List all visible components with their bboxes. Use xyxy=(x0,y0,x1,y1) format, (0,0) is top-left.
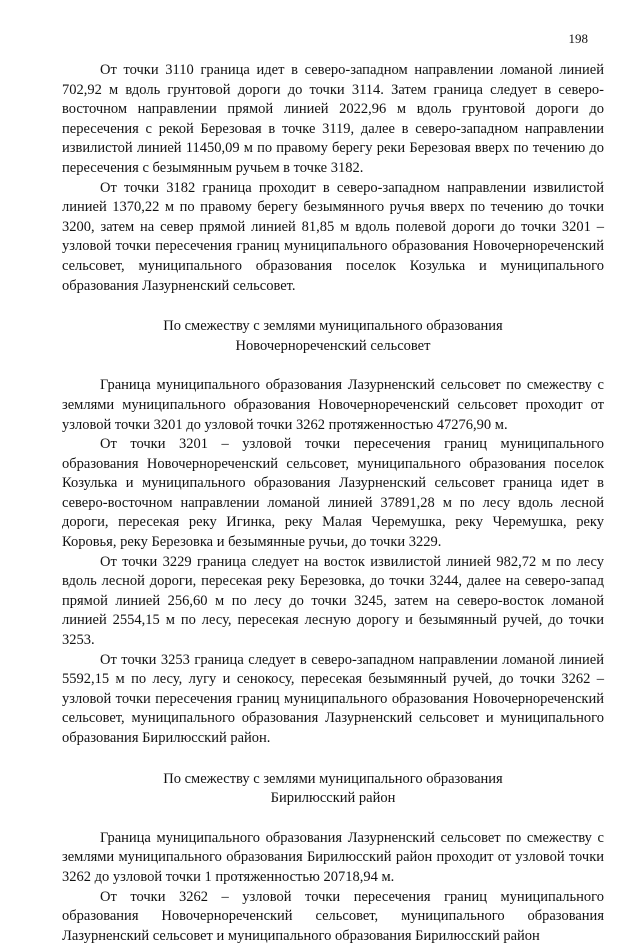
page-number: 198 xyxy=(568,31,588,46)
heading-line: Бирилюсский район xyxy=(270,790,396,807)
paragraph-boundary-summary: Граница муниципального образования Лазурненский сельсовет по смежеству с землями муниципального образования Новочернореченский сельсовет проходит от узловой точки 3201 до узловой точки 3262 протяженностью 47276,90 м. xyxy=(62,377,604,433)
document-body xyxy=(62,61,604,946)
paragraph-boundary-summary: Граница муниципального образования Лазурненский сельсовет по смежеству с землями муниципального образования Бирилюсский район проходит от узловой точки 3262 до узловой точки 1 протяженностью 20718,94 м. xyxy=(62,829,604,885)
heading-line: По смежеству с землями муниципального образования xyxy=(163,318,503,335)
paragraph-boundary-3201: От точки 3201 – узловой точки пересечения границ муниципального образования Новочернореченский сельсовет, муниципального образования поселок Козулька и муниципального образования Лазурненский сельсовет граница идет в северо-восточном направлении ломаной линией 37891,28 м по лесу вдоль лесной дороги, пересекая реку Игинка, реку Малая Черемушка, реку Черемушка, реку Коровья, реку Березовка и безымянные ручьи, до точки 3229. xyxy=(62,436,604,551)
section-heading-biriluss xyxy=(62,770,604,809)
paragraph-boundary-3229: От точки 3229 граница следует на восток извилистой линией 982,72 м по лесу вдоль лесной дороги, пересекая реку Березовка, до точки 3244, далее на северо-запад прямой линией 256,60 м по лесу до точки 3245, затем на северо-восток ломаной линией 2554,15 м по лесу, пересекая лесную дорогу и безымянный ручей, до точки 3253. xyxy=(62,553,604,649)
heading-line: Новочернореченский сельсовет xyxy=(235,337,431,354)
paragraph-boundary-3253: От точки 3253 граница следует в северо-западном направлении ломаной линией 5592,15 м по лесу, лугу и сенокосу, пересекая безымянный ручей, до точки 3262 – узловой точки пересечения границ муниципального образования Новочернореченский сельсовет, муниципального образования Лазурненский сельсовет и муниципального образования Бирилюсский район. xyxy=(62,651,604,746)
heading-line: По смежеству с землями муниципального образования xyxy=(163,770,503,787)
section-heading-novochernorechensky xyxy=(62,317,604,356)
paragraph-boundary-3110: От точки 3110 граница идет в северо-западном направлении ломаной линией 702,92 м вдоль грунтовой дороги до точки 3114. Затем граница следует в северо-восточном направлении прямой линией 2022,96 м вдоль грунтовой дороги до пересечения с рекой Березовая в точке 3119, далее в северо-западном направлении извилистой линией 11450,09 м по правому берегу реки Березовая вверх по течению до пересечения с безымянным ручьем в точке 3182. xyxy=(62,62,604,176)
paragraph-boundary-3262: От точки 3262 – узловой точки пересечения границ муниципального образования Новочернореченский сельсовет, муниципального образования Лазурненский сельсовет и муниципального образования Бирилюсский район xyxy=(62,888,604,944)
paragraph-boundary-3182: От точки 3182 граница проходит в северо-западном направлении извилистой линией 1370,22 м по правому берегу безымянного ручья вверх по течению до точки 3200, затем на север прямой линией 81,85 м вдоль полевой дороги до точки 3201 – узловой точки пересечения границ муниципального образования Новочернореченский сельсовет, муниципального образования поселок Козулька и муниципального образования Лазурненский сельсовет. xyxy=(62,179,604,294)
